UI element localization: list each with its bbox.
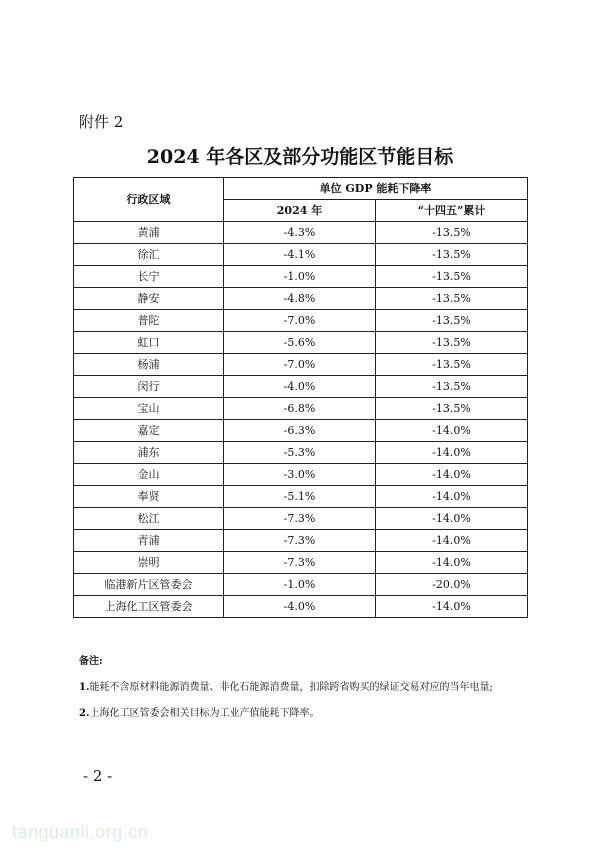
table-row [74, 486, 528, 508]
table-row [74, 508, 528, 530]
cell-region: 嘉定 [74, 420, 224, 442]
cell-year: -4.0% [224, 376, 376, 398]
cell-year: -1.0% [224, 574, 376, 596]
cell-cumulative: -14.0% [376, 464, 528, 486]
cell-year: -1.0% [224, 266, 376, 288]
cell-year: -4.8% [224, 288, 376, 310]
cell-cumulative: -13.5% [376, 354, 528, 376]
table-row [74, 398, 528, 420]
table-row [74, 354, 528, 376]
table-row [74, 222, 528, 244]
note-item-1 [79, 681, 493, 695]
watermark: tanguanli.org.cn [12, 822, 149, 842]
cell-cumulative: -13.5% [376, 332, 528, 354]
note-number: 2. [79, 708, 90, 719]
cell-year: -6.3% [224, 420, 376, 442]
cell-cumulative: -14.0% [376, 420, 528, 442]
cell-region: 闵行 [74, 376, 224, 398]
table-row [74, 596, 528, 618]
attachment-label: 附件 2 [79, 113, 124, 131]
cell-cumulative: -14.0% [376, 486, 528, 508]
cell-region: 金山 [74, 464, 224, 486]
table-row [74, 244, 528, 266]
cell-cumulative: -14.0% [376, 530, 528, 552]
note-text: 上海化工区管委会相关目标为工业产值能耗下降率。 [89, 708, 320, 719]
header-year: 2024 年 [224, 200, 376, 222]
cell-year: -4.1% [224, 244, 376, 266]
table-row [74, 376, 528, 398]
cell-year: -7.0% [224, 310, 376, 332]
cell-region: 浦东 [74, 442, 224, 464]
cell-region: 杨浦 [74, 354, 224, 376]
table-row [74, 574, 528, 596]
note-number: 1. [79, 682, 90, 693]
header-region: 行政区域 [74, 178, 224, 222]
table-row [74, 464, 528, 486]
header-group: 单位 GDP 能耗下降率 [224, 178, 528, 200]
table-row [74, 266, 528, 288]
cell-year: -7.3% [224, 530, 376, 552]
table-row [74, 420, 528, 442]
cell-cumulative: -13.5% [376, 310, 528, 332]
cell-cumulative: -13.5% [376, 222, 528, 244]
page-number: - 2 - [83, 767, 113, 785]
cell-region: 静安 [74, 288, 224, 310]
notes-section [79, 655, 493, 721]
cell-cumulative: -13.5% [376, 398, 528, 420]
cell-year: -5.1% [224, 486, 376, 508]
cell-year: -4.3% [224, 222, 376, 244]
table-row [74, 530, 528, 552]
cell-year: -3.0% [224, 464, 376, 486]
cell-cumulative: -20.0% [376, 574, 528, 596]
table-row [74, 442, 528, 464]
table-body [74, 222, 528, 618]
cell-region: 普陀 [74, 310, 224, 332]
energy-targets-table [73, 177, 528, 618]
cell-cumulative: -14.0% [376, 508, 528, 530]
cell-cumulative: -13.5% [376, 376, 528, 398]
cell-year: -7.3% [224, 552, 376, 574]
cell-cumulative: -13.5% [376, 244, 528, 266]
cell-region: 宝山 [74, 398, 224, 420]
cell-region: 崇明 [74, 552, 224, 574]
cell-region: 青浦 [74, 530, 224, 552]
cell-cumulative: -14.0% [376, 596, 528, 618]
table-row [74, 288, 528, 310]
table-row [74, 552, 528, 574]
table-row [74, 332, 528, 354]
cell-region: 长宁 [74, 266, 224, 288]
cell-region: 松江 [74, 508, 224, 530]
cell-year: -5.6% [224, 332, 376, 354]
cell-region: 奉贤 [74, 486, 224, 508]
cell-year: -7.0% [224, 354, 376, 376]
cell-region: 临港新片区管委会 [74, 574, 224, 596]
table-row [74, 310, 528, 332]
cell-cumulative: -14.0% [376, 552, 528, 574]
header-cumulative: “十四五”累计 [376, 200, 528, 222]
cell-year: -5.3% [224, 442, 376, 464]
notes-title: 备注: [79, 656, 103, 667]
cell-year: -7.3% [224, 508, 376, 530]
table-header-row [74, 178, 528, 200]
document-title: 2024 年各区及部分功能区节能目标 [146, 146, 454, 168]
cell-region: 徐汇 [74, 244, 224, 266]
cell-region: 上海化工区管委会 [74, 596, 224, 618]
cell-region: 黄浦 [74, 222, 224, 244]
cell-year: -4.0% [224, 596, 376, 618]
cell-region: 虹口 [74, 332, 224, 354]
cell-year: -6.8% [224, 398, 376, 420]
note-item-2 [79, 707, 493, 721]
note-text: 能耗不含原材料能源消费量、非化石能源消费量，扣除跨省购买的绿证交易对应的当年电量; [89, 682, 493, 693]
cell-cumulative: -13.5% [376, 266, 528, 288]
cell-cumulative: -14.0% [376, 442, 528, 464]
cell-cumulative: -13.5% [376, 288, 528, 310]
